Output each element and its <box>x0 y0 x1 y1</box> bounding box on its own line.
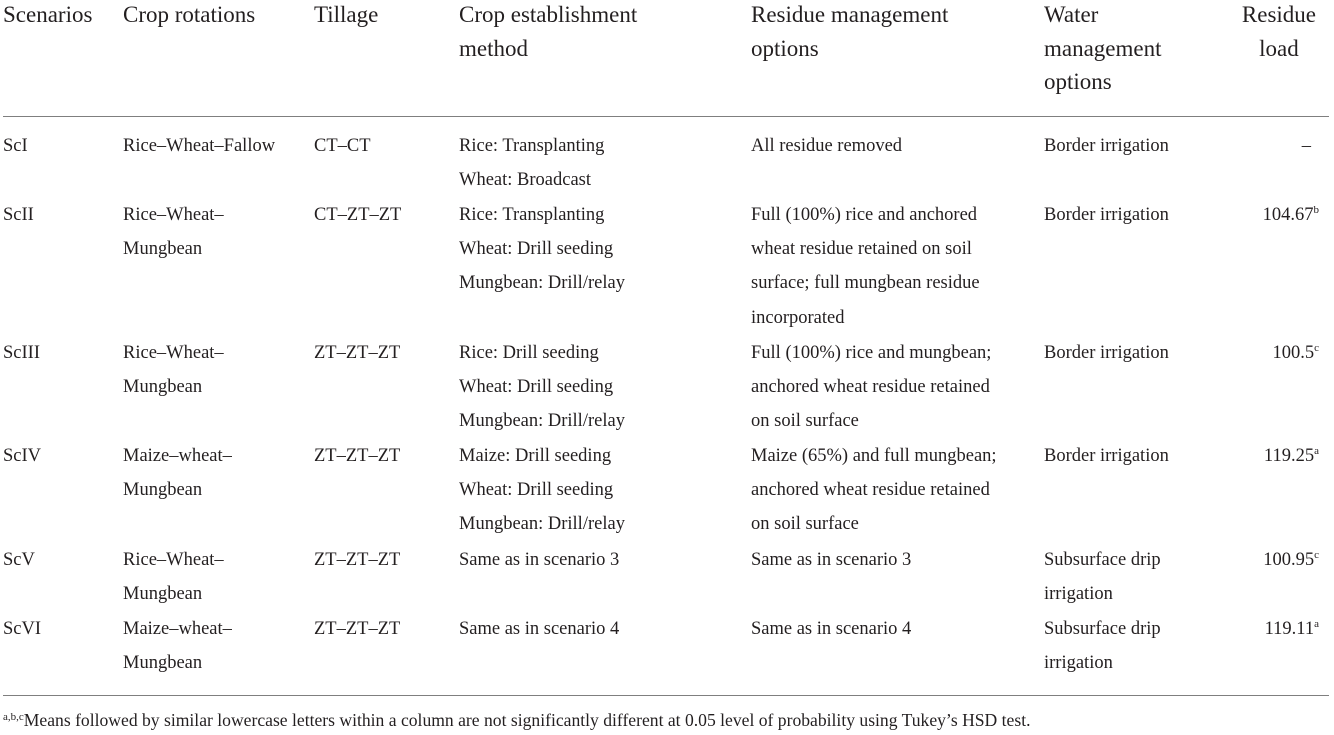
cell-establishment <box>459 439 625 542</box>
header-water-management: Water management options <box>1044 2 1162 94</box>
cell-scenario: ScII <box>3 205 34 225</box>
cell-establishment-line: Wheat: Drill seeding <box>459 480 614 501</box>
cell-water-line: Border irrigation <box>1044 136 1169 156</box>
cell-establishment-line: Wheat: Broadcast <box>459 170 592 191</box>
cell-tillage: ZT–ZT–ZT <box>314 446 401 466</box>
cell-establishment-line: Same as in scenario 4 <box>459 619 620 639</box>
cell-establishment <box>459 543 619 577</box>
cell-residue-line: Same as in scenario 4 <box>751 619 912 639</box>
cell-scenario: ScVI <box>3 619 42 639</box>
cell-crop-rotation <box>123 336 224 404</box>
cell-crop-rotation-line: Mungbean <box>123 653 203 674</box>
cell-water-line: Border irrigation <box>1044 446 1169 466</box>
cell-residue <box>751 439 997 542</box>
residue-load-value: 119.25 <box>1263 446 1315 466</box>
table-header <box>0 0 1334 118</box>
cell-establishment <box>459 336 625 439</box>
cell-tillage: ZT–ZT–ZT <box>314 550 401 570</box>
cell-residue-load <box>1263 543 1319 577</box>
footnote-marker: a,b,c <box>3 711 24 723</box>
cell-residue-line: All residue removed <box>751 136 903 156</box>
cell-residue-load <box>1263 198 1319 232</box>
residue-load-value: 100.95 <box>1263 550 1315 570</box>
cell-establishment-line: Same as in scenario 3 <box>459 550 620 570</box>
cell-establishment-line: Wheat: Drill seeding <box>459 239 614 260</box>
residue-load-value: – <box>1301 136 1311 156</box>
cell-residue-line: on soil surface <box>751 514 859 535</box>
significance-letter: c <box>1314 342 1319 354</box>
cell-crop-rotation-line: Rice–Wheat–Fallow <box>123 136 276 156</box>
cell-scenario: ScIII <box>3 343 40 363</box>
cell-water-line: Border irrigation <box>1044 205 1169 225</box>
cell-residue-load <box>1265 612 1319 646</box>
cell-crop-rotation-line: Rice–Wheat– <box>123 343 224 363</box>
cell-residue-line: on soil surface <box>751 411 859 432</box>
cell-establishment <box>459 612 619 646</box>
residue-load-value: 100.5 <box>1272 343 1315 363</box>
cell-establishment-line: Wheat: Drill seeding <box>459 377 614 398</box>
cell-establishment-line: Rice: Transplanting <box>459 136 605 156</box>
cell-residue-load <box>1272 336 1319 370</box>
cell-scenario: ScI <box>3 136 28 156</box>
table-bottom-divider <box>3 695 1329 696</box>
footnote-text: Means followed by similar lowercase letters within a column are not significantly different at 0.05 level of probability using Tukey’s HSD test. <box>23 710 1031 730</box>
cell-crop-rotation-line: Mungbean <box>123 239 203 260</box>
cell-establishment-line: Rice: Transplanting <box>459 205 605 225</box>
cell-crop-rotation <box>123 439 232 507</box>
cell-crop-rotation-line: Rice–Wheat– <box>123 205 224 225</box>
cell-tillage: CT–CT <box>314 136 371 156</box>
cell-crop-rotation <box>123 129 275 163</box>
cell-residue-line: anchored wheat residue retained <box>751 377 990 398</box>
header-scenarios: Scenarios <box>3 2 93 27</box>
cell-establishment <box>459 198 625 301</box>
header-residue-load: Residue load <box>1241 2 1316 61</box>
cell-water <box>1044 543 1161 611</box>
cell-residue-line: anchored wheat residue retained <box>751 480 990 501</box>
cell-crop-rotation-line: Mungbean <box>123 480 203 501</box>
cell-scenario: ScV <box>3 550 35 570</box>
significance-letter: a <box>1314 618 1319 630</box>
cell-water-line: Border irrigation <box>1044 343 1169 363</box>
cell-tillage: CT–ZT–ZT <box>314 205 402 225</box>
table-footnote <box>3 708 1031 732</box>
cell-crop-rotation <box>123 543 224 611</box>
cell-tillage: ZT–ZT–ZT <box>314 619 401 639</box>
cell-residue-line: Maize (65%) and full mungbean; <box>751 446 997 466</box>
cell-residue <box>751 543 911 577</box>
residue-load-value: 119.11 <box>1264 619 1315 639</box>
cell-water-line: irrigation <box>1044 653 1113 674</box>
cell-residue <box>751 198 980 335</box>
cell-water <box>1044 336 1169 370</box>
header-tillage: Tillage <box>314 2 379 27</box>
cell-residue-load <box>1302 129 1311 163</box>
cell-water-line: irrigation <box>1044 584 1113 605</box>
cell-establishment-line: Mungbean: Drill/relay <box>459 411 625 432</box>
cell-establishment-line: Mungbean: Drill/relay <box>459 273 625 294</box>
cell-residue-line: surface; full mungbean residue <box>751 273 980 294</box>
cell-crop-rotation-line: Mungbean <box>123 377 203 398</box>
header-divider <box>3 116 1329 117</box>
header-crop-establishment: Crop establishment method <box>459 2 638 61</box>
cell-crop-rotation <box>123 198 224 266</box>
cell-crop-rotation-line: Maize–wheat– <box>123 619 232 639</box>
cell-water <box>1044 612 1161 680</box>
cell-water-line: Subsurface drip <box>1044 619 1161 639</box>
residue-load-value: 104.67 <box>1262 205 1314 225</box>
cell-residue-line: Full (100%) rice and mungbean; <box>751 343 992 363</box>
cell-crop-rotation <box>123 612 232 680</box>
header-crop-rotations: Crop rotations <box>123 2 256 27</box>
cell-crop-rotation-line: Rice–Wheat– <box>123 550 224 570</box>
cell-establishment-line: Maize: Drill seeding <box>459 446 612 466</box>
cell-establishment <box>459 129 604 197</box>
cell-water <box>1044 198 1169 232</box>
header-residue-management: Residue management options <box>751 2 949 61</box>
cell-residue <box>751 336 991 439</box>
cell-crop-rotation-line: Maize–wheat– <box>123 446 232 466</box>
cell-scenario: ScIV <box>3 446 42 466</box>
cell-residue-load <box>1264 439 1319 473</box>
cell-water-line: Subsurface drip <box>1044 550 1161 570</box>
significance-letter: a <box>1314 445 1319 457</box>
cell-crop-rotation-line: Mungbean <box>123 584 203 605</box>
cell-residue-line: Same as in scenario 3 <box>751 550 912 570</box>
significance-letter: c <box>1314 549 1319 561</box>
cell-residue <box>751 612 911 646</box>
cell-tillage: ZT–ZT–ZT <box>314 343 401 363</box>
cell-residue-line: incorporated <box>751 307 845 328</box>
cell-residue-line: Full (100%) rice and anchored <box>751 205 978 225</box>
cell-residue <box>751 129 902 163</box>
cell-water <box>1044 129 1169 163</box>
cell-water <box>1044 439 1169 473</box>
significance-letter: b <box>1313 204 1319 216</box>
cell-establishment-line: Mungbean: Drill/relay <box>459 514 625 535</box>
cell-establishment-line: Rice: Drill seeding <box>459 343 599 363</box>
cell-residue-line: wheat residue retained on soil <box>751 239 972 260</box>
